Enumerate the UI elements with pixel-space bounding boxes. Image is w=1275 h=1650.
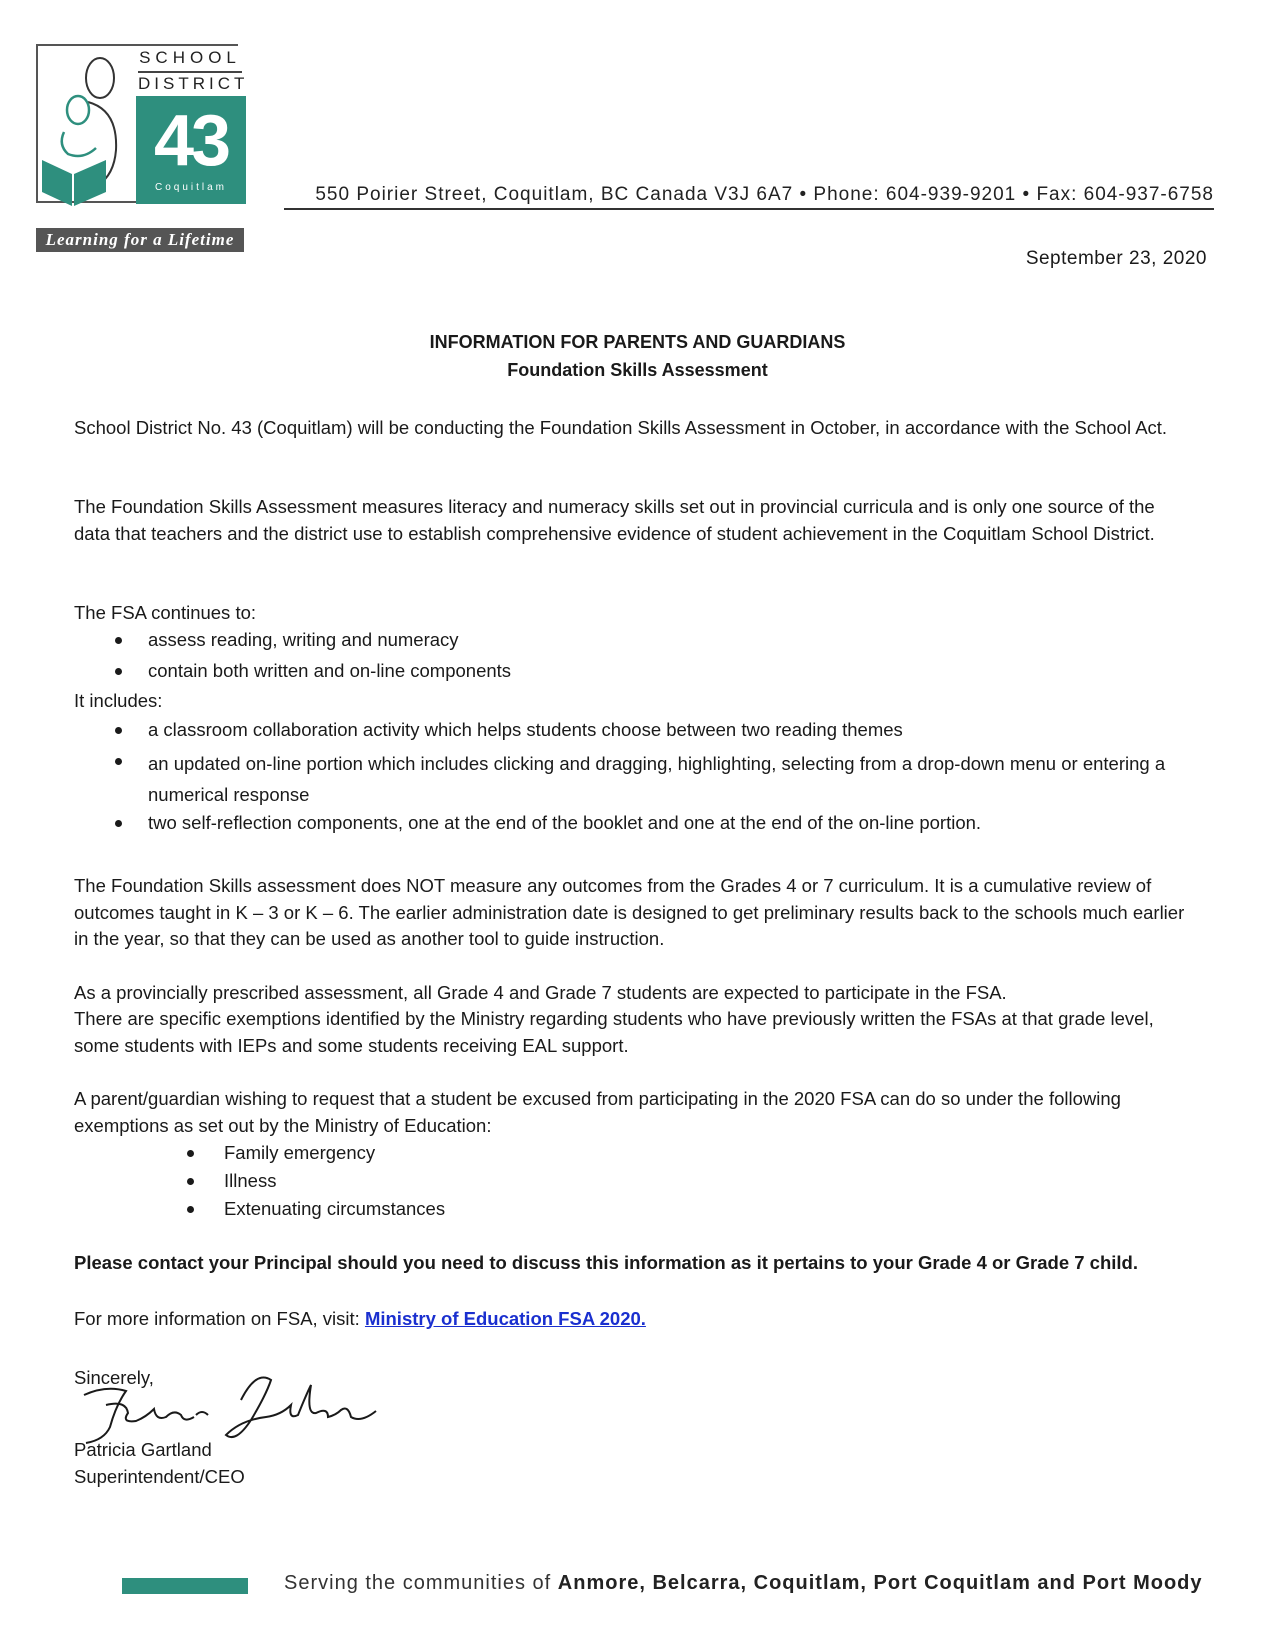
letter-date: September 23, 2020 xyxy=(1025,248,1207,269)
more-info-line xyxy=(74,1306,1194,1333)
continues-item: contain both written and on-line components xyxy=(148,660,512,681)
includes-item: an updated on-line portion which includes clicking and dragging, highlighting, selecting from a drop-down menu or entering a numerical response xyxy=(148,753,1166,805)
paragraph-intro: School District No. 43 (Coquitlam) will be conducting the Foundation Skills Assessment in October, in accordance with the School Act. xyxy=(74,417,1168,438)
paragraph-prescribed: As a provincially prescribed assessment, all Grade 4 and Grade 7 students are expected to participate in the FSA. xyxy=(74,982,1007,1003)
bullet-icon xyxy=(187,1206,194,1213)
letterhead-address: 550 Poirier Street, Coquitlam, BC Canada V3J 6A7 • Phone: 604-939-9201 • Fax: 604-937-6758 xyxy=(284,184,1214,210)
paragraph-request: A parent/guardian wishing to request that a student be excused from participating in the 2020 FSA can do so under the following exemptions as set out by the Ministry of Education: xyxy=(74,1088,1121,1136)
footer-communities: Anmore, Belcarra, Coquitlam, Port Coquitlam and Port Moody xyxy=(557,1572,1203,1594)
ministry-fsa-link[interactable]: Ministry of Education FSA 2020. xyxy=(364,1308,646,1329)
logo-number: 43 xyxy=(153,101,229,181)
continues-item: assess reading, writing and numeracy xyxy=(148,629,459,650)
includes-item: a classroom collaboration activity which helps students choose between two reading themes xyxy=(148,719,903,740)
includes-item: two self-reflection components, one at the end of the booklet and one at the end of the on-line portion. xyxy=(148,812,982,833)
exemption-item: Illness xyxy=(224,1170,277,1191)
bullet-icon xyxy=(115,637,122,644)
letter-subheading: Foundation Skills Assessment xyxy=(507,360,768,380)
footer-communities-line xyxy=(284,1572,1203,1595)
bullet-icon xyxy=(115,668,122,675)
footer-prefix: Serving the communities of xyxy=(284,1572,558,1594)
logo-figures-icon xyxy=(38,50,138,210)
logo-number-box xyxy=(136,96,246,204)
paragraph-measures: The Foundation Skills Assessment measures literacy and numeracy skills set out in provincial curricula and is only one source of the data that teachers and the district use to establish comprehensive evidence of student achievement in the Coquitlam School District. xyxy=(74,496,1155,544)
bullet-icon xyxy=(187,1178,194,1185)
bullet-icon xyxy=(115,758,122,765)
footer-accent-bar xyxy=(122,1578,248,1594)
paragraph-continues-intro: The FSA continues to: xyxy=(74,602,257,623)
paragraph-not-measure: The Foundation Skills assessment does NOT measure any outcomes from the Grades 4 or 7 curriculum. It is a cumulative review of outcomes taught in K – 3 or K – 6. The earlier administration date is designed to get preliminary results back to the schools much earlier in the year, so that they can be used as another tool to guide instruction. xyxy=(74,875,1185,949)
paragraph-includes-intro: It includes: xyxy=(74,690,163,711)
signatory-role: Superintendent/CEO xyxy=(74,1466,245,1487)
logo-tagline: Learning for a Lifetime xyxy=(36,228,244,252)
paragraph-exemptions-specific: There are specific exemptions identified by the Ministry regarding students who have previously written the FSAs at that grade level, some students with IEPs and some students receiving EAL support. xyxy=(74,1008,1154,1056)
school-district-logo xyxy=(36,44,249,254)
exemption-item: Family emergency xyxy=(224,1142,376,1163)
bullet-icon xyxy=(115,727,122,734)
contact-principal-note: Please contact your Principal should you need to discuss this information as it pertains to your Grade 4 or Grade 7 child. xyxy=(74,1252,1138,1273)
logo-school-text: SCHOOL xyxy=(139,48,241,67)
letter-heading: INFORMATION FOR PARENTS AND GUARDIANS xyxy=(429,332,846,352)
more-info-text: For more information on FSA, visit: xyxy=(74,1308,365,1329)
signatory-name: Patricia Gartland xyxy=(74,1439,212,1460)
logo-district-text: DISTRICT xyxy=(138,71,242,94)
exemption-item: Extenuating circumstances xyxy=(224,1198,446,1219)
closing-sincerely: Sincerely, xyxy=(74,1367,154,1388)
bullet-icon xyxy=(115,820,122,827)
logo-city: Coquitlam xyxy=(154,182,228,193)
bullet-icon xyxy=(187,1150,194,1157)
